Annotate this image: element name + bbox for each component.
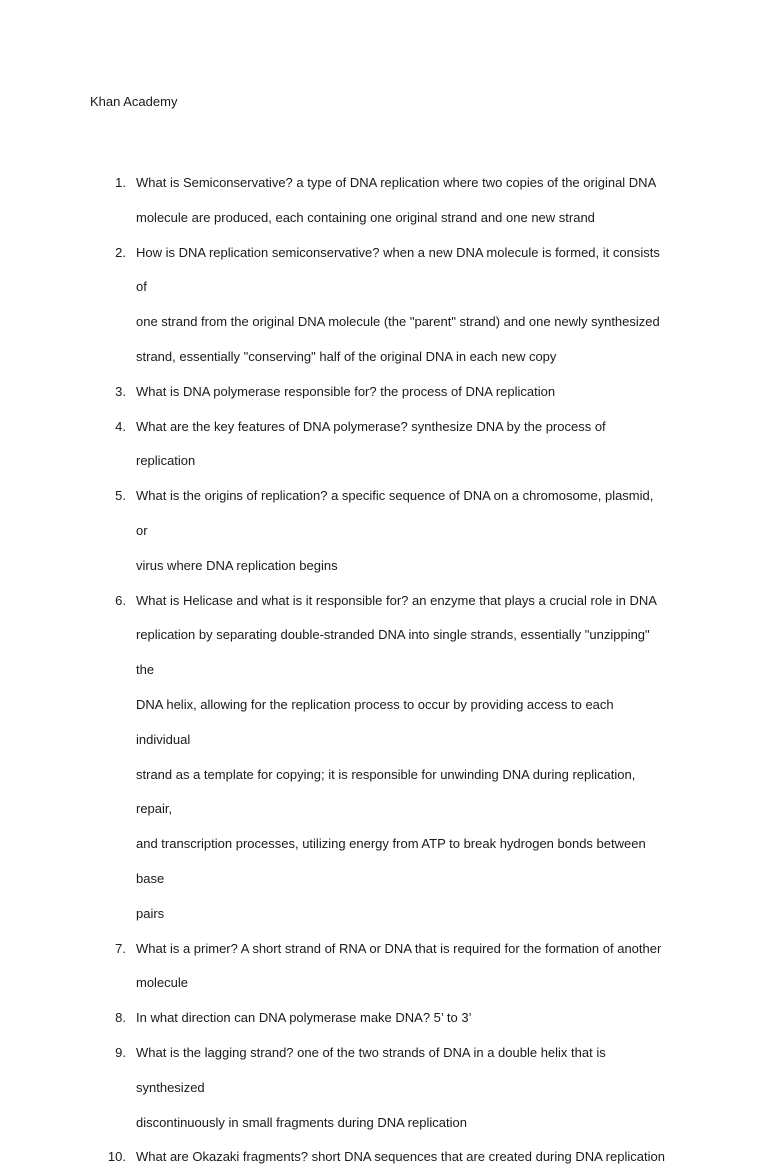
list-item [0, 1036, 768, 1140]
list-item [0, 584, 768, 932]
item-text: In what direction can DNA polymerase make DNA? 5’ to 3’ [136, 1010, 472, 1026]
item-number: 6. [115, 592, 126, 608]
list-item [0, 1001, 768, 1036]
item-number: 8. [115, 1010, 126, 1026]
item-number: 7. [115, 940, 126, 956]
item-number: 1. [115, 175, 126, 190]
document-title: Khan Academy [90, 94, 178, 109]
item-text: What are Okazaki fragments? short DNA sequences that are created during DNA replication [136, 1149, 665, 1165]
item-text: What is the origins of replication? a specific sequence of DNA on a chromosome, plasmid, or virus where DNA replication begins [136, 488, 654, 573]
list-item [0, 375, 768, 410]
list-item [0, 932, 768, 1002]
item-number: 2. [115, 244, 126, 260]
list-item [0, 1140, 768, 1175]
list-item [0, 166, 768, 236]
item-text: What are the key features of DNA polymerase? synthesize DNA by the process of replication [136, 418, 606, 469]
item-text: What is Helicase and what is it responsible for? an enzyme that plays a crucial role in DNA replication by separating double-stranded DNA into single strands, essentially "unzipping" the DNA helix, allowing for the replication process to occur by providing access to each individual strand as a template for copying; it is responsible for unwinding DNA during replication, repair, and transcription processes, utilizing energy from ATP to break hydrogen bonds between base pairs [136, 592, 657, 921]
item-text: What is a primer? A short strand of RNA or DNA that is required for the formation of another molecule [136, 940, 662, 991]
item-number: 3. [115, 383, 126, 399]
item-text: What is DNA polymerase responsible for? the process of DNA replication [136, 383, 556, 399]
list-item [0, 410, 768, 480]
item-number: 10. [107, 1149, 126, 1165]
item-text: How is DNA replication semiconservative? when a new DNA molecule is formed, it consists of one strand from the original DNA molecule (the "parent" strand) and one newly synthesized strand, essentially "conserving" half of the original DNA in each new copy [136, 244, 660, 364]
item-number: 4. [115, 418, 126, 434]
item-number: 9. [115, 1044, 126, 1060]
list-item [0, 236, 768, 375]
item-text: What is the lagging strand? one of the two strands of DNA in a double helix that is synthesized discontinuously in small fragments during DNA replication [136, 1044, 606, 1130]
item-number: 5. [115, 488, 126, 504]
item-text: What is Semiconservative? a type of DNA replication where two copies of the original DNA molecule are produced, each containing one original strand and one new strand [136, 175, 657, 225]
list-item [0, 479, 768, 583]
